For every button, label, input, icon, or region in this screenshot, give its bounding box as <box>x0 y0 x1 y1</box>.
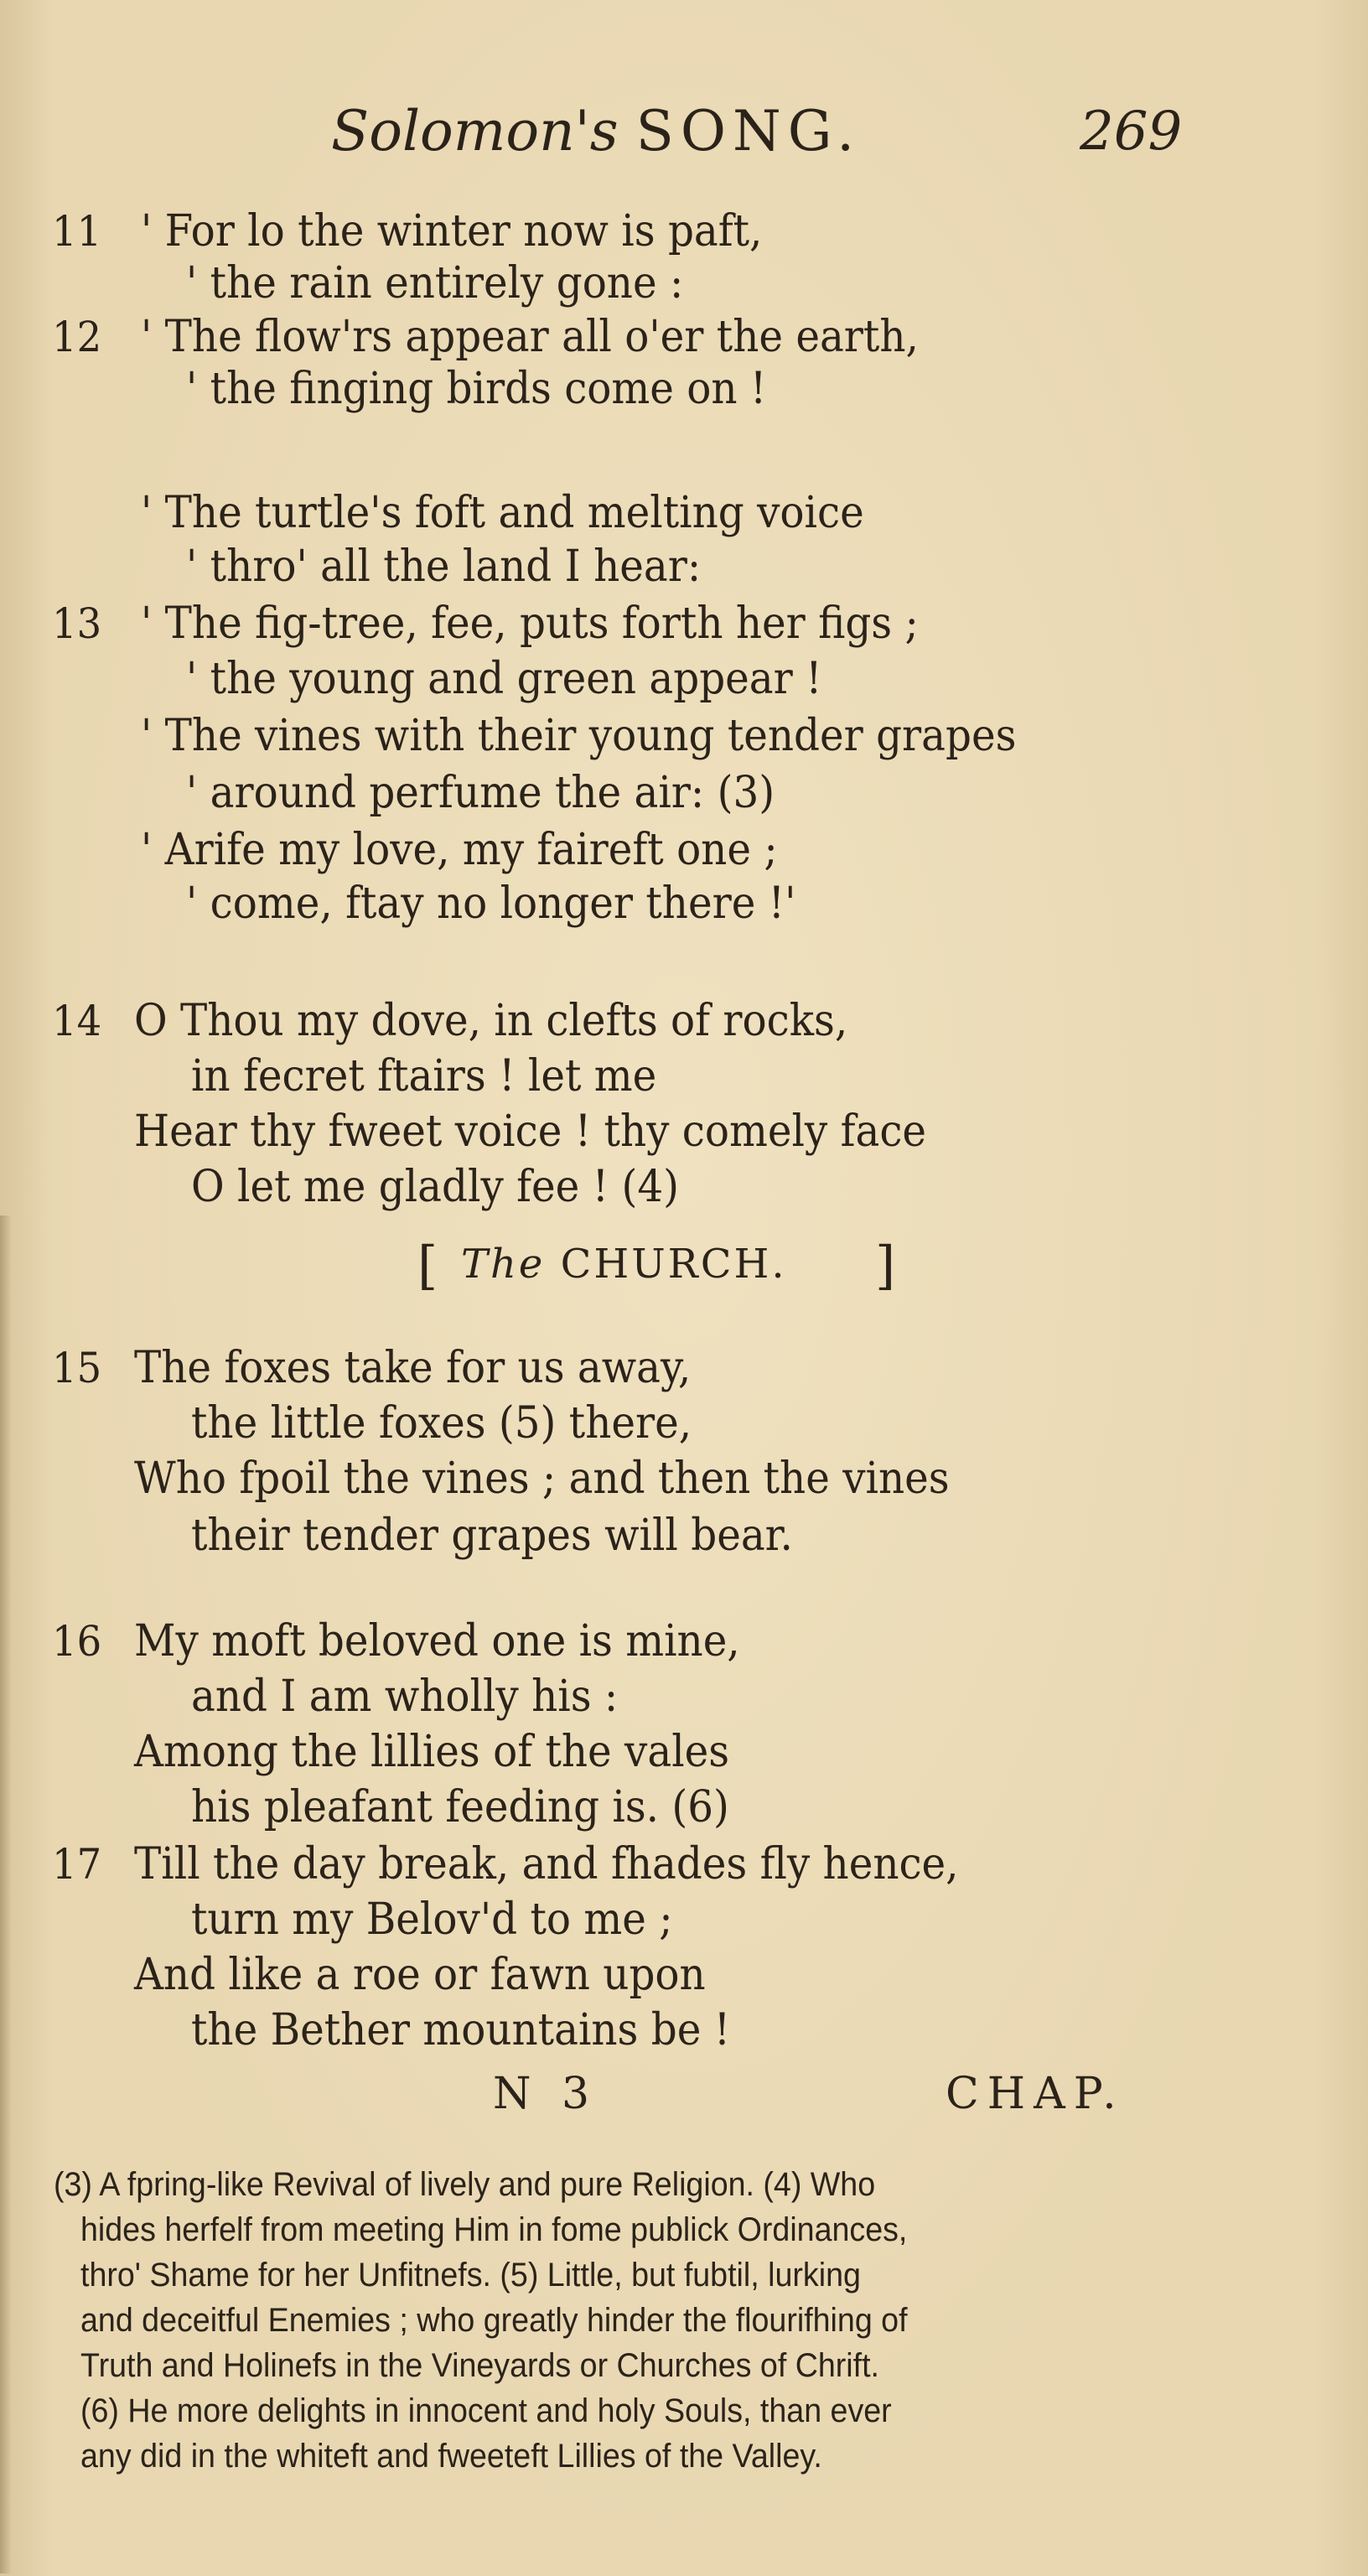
verse-line: in fecret ftairs ! let me <box>191 1051 657 1101</box>
verse-line: O let me gladly fee ! (4) <box>191 1162 679 1212</box>
verse-line: their tender grapes will bear. <box>191 1511 793 1561</box>
verse-line: ' The turtle's foft and melting voice <box>141 488 864 538</box>
header-title-caps: SONG. <box>635 99 862 163</box>
header-title-italic: Solomon's <box>331 99 619 163</box>
verse-line: Who fpoil the vines ; and then the vines <box>134 1454 950 1504</box>
speaker-label <box>461 1241 787 1288</box>
footnote-line: and deceitful Enemies ; who greatly hinder the flourifhing of <box>80 2302 908 2339</box>
page-edge-shadow <box>0 1215 12 2573</box>
speaker-open-bracket: [ <box>417 1235 438 1296</box>
speaker-label-caps: CHURCH. <box>560 1241 787 1288</box>
verse-line: ' the young and green appear ! <box>186 654 822 704</box>
speaker-close-bracket: ] <box>875 1235 896 1296</box>
verse-line: And like a roe or fawn upon <box>134 1950 706 2000</box>
page-number: 269 <box>1080 101 1183 163</box>
footnote-line: hides herfelf from meeting Him in fome publick Ordinances, <box>80 2211 908 2248</box>
verse-line: The foxes take for us away, <box>134 1343 692 1393</box>
verse-line: turn my Belov'd to me ; <box>191 1894 673 1945</box>
footnote-line: Truth and Holinefs in the Vineyards or Churches of Chrift. <box>80 2347 879 2384</box>
verse-line: Hear thy fweet voice ! thy comely face <box>134 1107 927 1157</box>
verse-line: ' Arife my love, my faireft one ; <box>141 825 778 875</box>
verse-line: My moft beloved one is mine, <box>134 1616 740 1666</box>
verse-number: 15 <box>52 1344 102 1392</box>
footnote-line: any did in the whiteft and fweeteft Lillies of the Valley. <box>80 2438 822 2475</box>
verse-line: ' The vines with their young tender grapes <box>141 711 1017 761</box>
footnote-line: (6) He more delights in innocent and holy Souls, than ever <box>80 2392 892 2429</box>
verse-line: ' the rain entirely gone : <box>186 258 684 308</box>
verse-number: 13 <box>52 599 102 648</box>
verse-line: the Bether mountains be ! <box>191 2005 731 2055</box>
catchword: CHAP. <box>946 2069 1125 2119</box>
verse-number: 12 <box>52 313 102 361</box>
verse-line: O Thou my dove, in clefts of rocks, <box>134 996 848 1046</box>
signature-mark: N 3 <box>493 2069 598 2119</box>
verse-line: ' For lo the winter now is paft, <box>141 206 763 257</box>
verse-number: 11 <box>52 207 102 256</box>
verse-line: ' around perfume the air: (3) <box>186 768 775 818</box>
speaker-label-italic: The <box>461 1241 546 1288</box>
footnote-line: (3) A fpring-like Revival of lively and pure Religion. (4) Who <box>54 2166 876 2203</box>
verse-line: and I am wholly his : <box>191 1672 619 1722</box>
footnote-line: thro' Shame for her Unfitnefs. (5) Little, but fubtil, lurking <box>80 2257 861 2294</box>
verse-line: ' The flow'rs appear all o'er the earth, <box>141 312 919 362</box>
verse-line: ' thro' all the land I hear: <box>186 542 702 592</box>
verse-line: ' The fig-tree, fee, puts forth her figs ; <box>141 599 919 649</box>
verse-number: 14 <box>52 997 102 1045</box>
verse-line: his pleafant feeding is. (6) <box>191 1782 729 1832</box>
verse-line: Till the day break, and fhades fly hence, <box>134 1839 959 1889</box>
verse-number: 16 <box>52 1617 102 1666</box>
verse-line: Among the lillies of the vales <box>134 1727 730 1777</box>
verse-line: the little foxes (5) there, <box>191 1398 692 1449</box>
verse-line: ' the finging birds come on ! <box>186 364 767 414</box>
header-title <box>331 99 861 163</box>
verse-line: ' come, ftay no longer there !' <box>186 879 796 929</box>
verse-number: 17 <box>52 1840 102 1889</box>
